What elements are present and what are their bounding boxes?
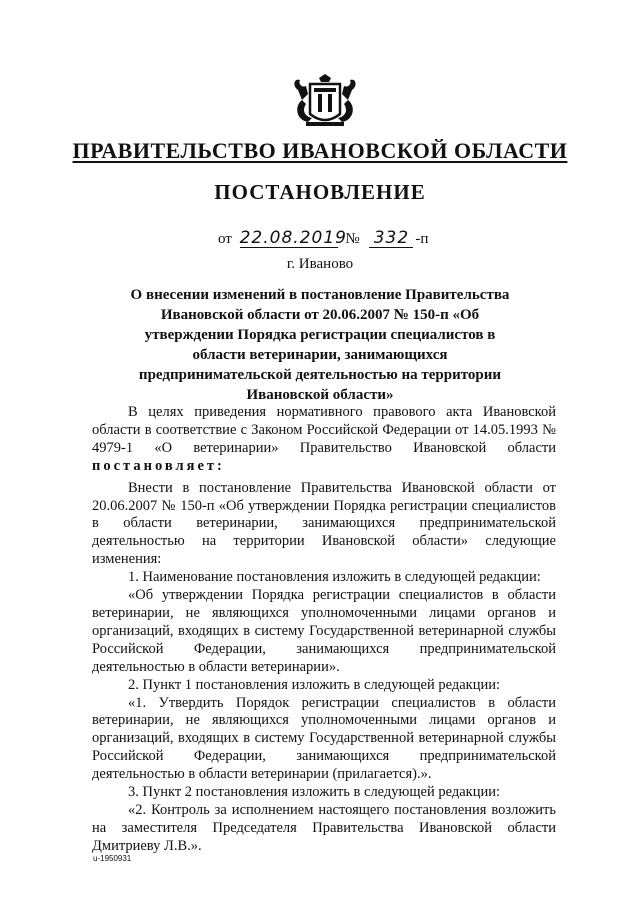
intro-paragraph: [92, 404, 556, 476]
body-paragraph: «2. Контроль за исполнением настоящего постановления возложить на заместителя Председателя Правительства Ивановской области Дмитриеву Л.В.».: [92, 801, 556, 854]
number-sign: №: [345, 231, 360, 247]
body-paragraph: 2. Пункт 1 постановления изложить в следующей редакции:: [128, 676, 501, 693]
body-paragraph: Внести в постановление Правительства Ивановской области от 20.06.2007 № 150-п «Об утверждении Порядка регистрации специалистов в области ветеринарии, занимающихся предпринимательской деятельностью на территории Ивановской области» следующие изменения:: [92, 479, 556, 568]
city-line: г. Иваново: [286, 256, 354, 272]
body-paragraph: «1. Утвердить Порядок регистрации специалистов в области ветеринарии, не являющихся уполномоченными лицами органов и организаций, входящих в систему Государственной ветеринарной службы Российской Федерации, занимающихся предпринимательской деятельностью в области ветеринарии (прилагается).».: [92, 694, 556, 783]
date-prefix: от: [218, 231, 232, 247]
decree-word: постановляет:: [92, 457, 225, 474]
document-type-heading: ПОСТАНОВЛЕНИЕ: [214, 180, 426, 204]
handwritten-number: 332: [369, 230, 413, 248]
coat-of-arms-emblem: [288, 70, 362, 132]
intro-text: В целях приведения нормативного правового акта Ивановской области в соответствие с Законом Российской Федерации от 14.05.1993 № 4979-1 «О ветеринарии» Правительство Ивановской области: [92, 404, 556, 456]
body-paragraph: 3. Пункт 2 постановления изложить в следующей редакции:: [128, 784, 501, 801]
document-code: u-1950931: [93, 854, 132, 863]
government-title: ПРАВИТЕЛЬСТВО ИВАНОВСКОЙ ОБЛАСТИ: [72, 138, 568, 163]
date-number-line: [218, 230, 428, 248]
body-paragraph: «Об утверждении Порядка регистрации специалистов в области ветеринарии, не являющихся уполномоченными лицами органов и организаций, входящих в систему Государственной ветеринарной службы Российской Федерации, занимающихся предпринимательской деятельностью в области ветеринарии».: [92, 587, 556, 675]
document-subject: О внесении изменений в постановление Правительства Ивановской области от 20.06.2007 № 150-п «Об утверждении Порядка регистрации специалистов в области ветеринарии, занимающихся предпринимательской деятельностью на территории Ивановской области»: [130, 287, 510, 403]
number-suffix: -п: [415, 231, 429, 247]
document-body: [92, 404, 556, 856]
body-paragraph: 1. Наименование постановления изложить в следующей редакции:: [128, 569, 541, 586]
handwritten-date: 22.08.2019: [239, 228, 347, 248]
